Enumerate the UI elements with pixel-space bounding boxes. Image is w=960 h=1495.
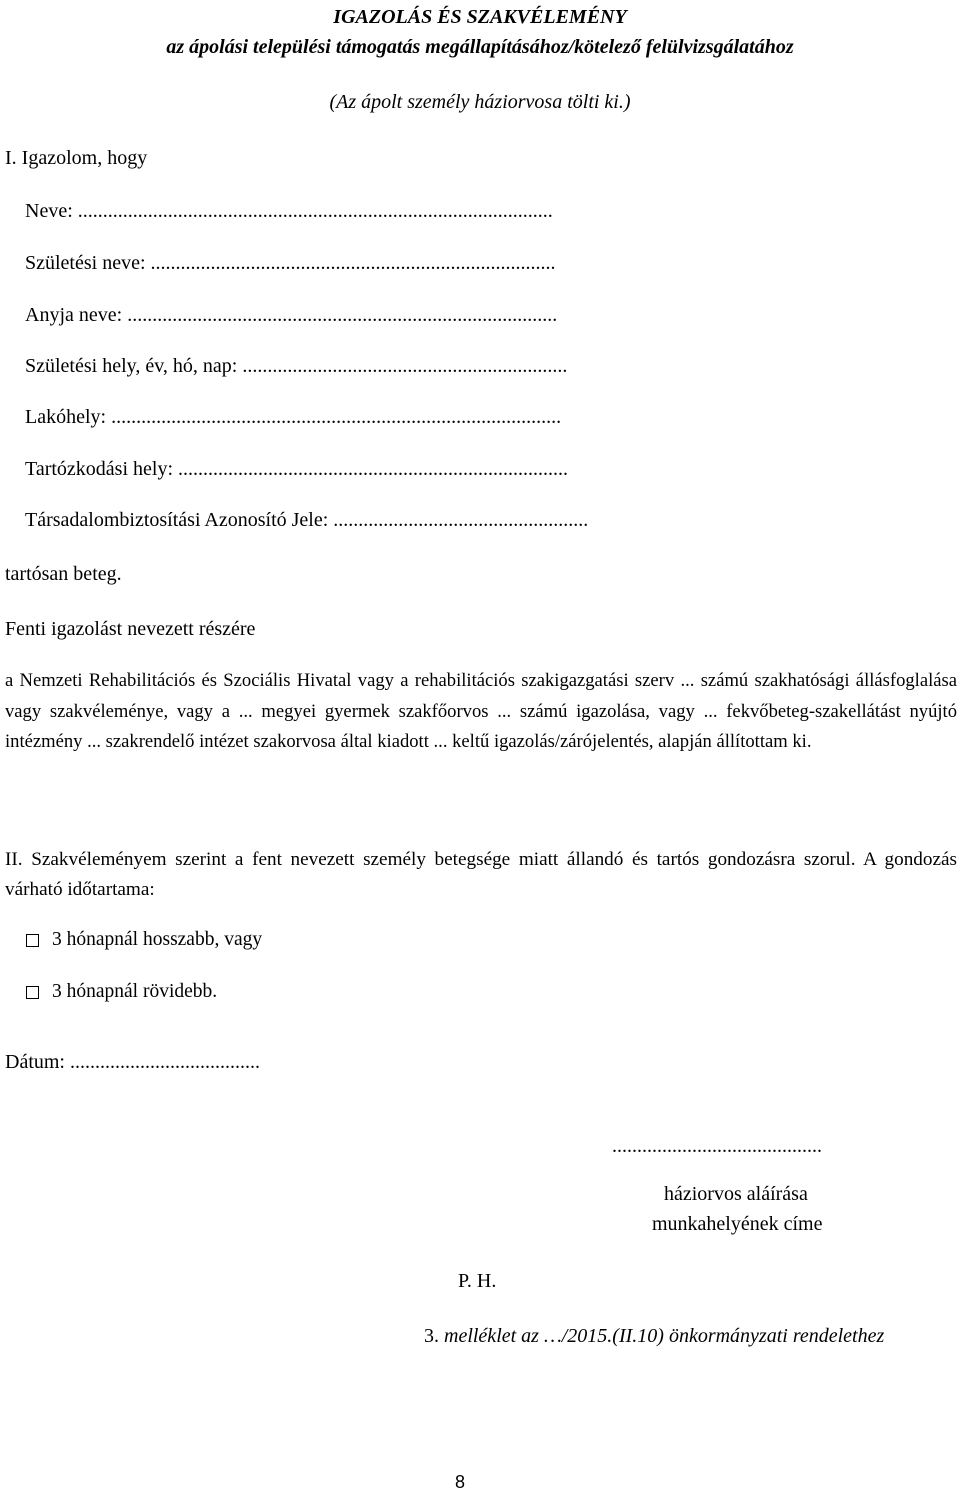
option-longer[interactable] (25, 929, 262, 951)
signature-line: .......................................... (612, 1135, 822, 1157)
field-stay-address: Tartózkodási hely: .............................................................................. (25, 458, 568, 480)
workplace-address-label: munkahelyének címe (652, 1213, 823, 1235)
appendix-text: melléklet az …/2015.(II.10) önkormányzati rendelethez (444, 1325, 885, 1347)
field-name: Neve: ............................................................................................... (25, 200, 553, 222)
option-longer-label: 3 hónapnál hosszabb, vagy (52, 929, 263, 950)
field-residence: Lakóhely: .......................................................................................... (25, 406, 562, 428)
field-birth-place-date: Születési hely, év, hó, nap: ................................................................. (25, 355, 568, 377)
status-text: tartósan beteg. (5, 563, 122, 585)
option-shorter-label: 3 hónapnál rövidebb. (52, 981, 218, 1002)
page-number: 8 (454, 1472, 465, 1492)
stamp-placeholder: P. H. (458, 1270, 497, 1292)
document-subtitle: az ápolási települési támogatás megállapításához/kötelező felülvizsgálatához (166, 36, 794, 58)
field-social-security-id: Társadalombiztosítási Azonosító Jele: ................................................... (25, 509, 589, 531)
section1-heading: I. Igazolom, hogy (5, 147, 148, 169)
option-shorter[interactable] (25, 981, 217, 1003)
signature-label: háziorvos aláírása (664, 1183, 808, 1205)
checkbox-shorter[interactable] (26, 986, 39, 999)
basis-paragraph: a Nemzeti Rehabilitációs és Szociális Hivatal vagy a rehabilitációs szakigazgatási szerv ... számú szakhatósági állásfoglalása vagy szakvéleménye, vagy a ... megyei gyermek szakfőorvos ... számú igazolása, vagy ... fekvőbeteg-szakellátást nyújtó intézmény ... szakrendelő intézet szakorvosa által kiadott ... keltű igazolás/zárójelentés, alapján állítottam ki. (5, 670, 957, 752)
section2-paragraph: II. Szakvéleményem szerint a fent nevezett személy betegsége miatt állandó és tartós gondozásra szorul. A gondozás várható időtartama: (5, 849, 957, 900)
appendix-reference (424, 1325, 884, 1348)
checkbox-longer[interactable] (26, 934, 39, 947)
field-birth-name: Születési neve: ................................................................................. (25, 252, 556, 274)
document-note: (Az ápolt személy háziorvosa tölti ki.) (329, 91, 631, 113)
document-title: IGAZOLÁS ÉS SZAKVÉLEMÉNY (333, 6, 627, 28)
field-mother-name: Anyja neve: ...................................................................................... (25, 304, 558, 326)
appendix-number: 3. (424, 1325, 439, 1347)
issued-for-text: Fenti igazolást nevezett részére (5, 618, 256, 640)
date-field: Dátum: ...................................... (5, 1051, 260, 1073)
